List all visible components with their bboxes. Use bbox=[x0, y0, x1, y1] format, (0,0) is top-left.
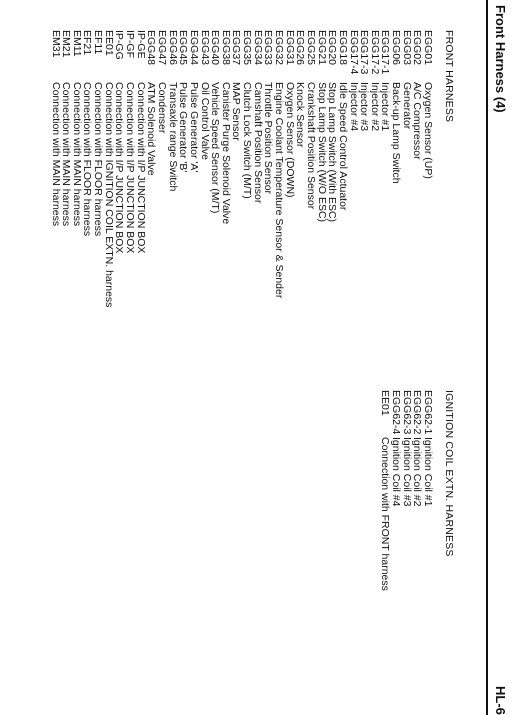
connector-code: EGG45 bbox=[177, 30, 190, 66]
list-item bbox=[422, 30, 433, 307]
list-item bbox=[156, 30, 167, 307]
connector-code: EGG18 bbox=[336, 30, 349, 66]
connector-description: Injector #4 bbox=[347, 82, 360, 132]
connector-code: EGG40 bbox=[209, 30, 222, 66]
connector-code: EGG62-3 bbox=[400, 390, 413, 435]
connector-code: EE01 bbox=[102, 30, 115, 56]
list-item bbox=[327, 30, 338, 307]
list-item bbox=[348, 30, 359, 307]
connector-description: Condenser bbox=[155, 82, 168, 134]
ignition-coil-harness-list bbox=[380, 390, 433, 591]
connector-description: Connection with IGNITION COIL EXTN. harness bbox=[102, 82, 115, 308]
connector-code: EGG33 bbox=[262, 30, 275, 66]
connector-description: Generator bbox=[400, 82, 413, 130]
connector-code: EM11 bbox=[70, 30, 83, 57]
connector-code: IP-GE bbox=[134, 30, 147, 59]
connector-code: EGG35 bbox=[241, 30, 254, 66]
connector-code: EGG46 bbox=[166, 30, 179, 66]
connector-code: EGG31 bbox=[283, 30, 296, 66]
connector-description: Ignition Coil #2 bbox=[411, 437, 424, 507]
connector-description: Ignition Coil #1 bbox=[422, 437, 434, 507]
list-item bbox=[82, 30, 93, 307]
list-item bbox=[390, 390, 401, 591]
connector-description: Engine Coolant Temperature Sensor & Sender bbox=[273, 82, 286, 299]
connector-description: Connection with I/P JUNCTION BOX bbox=[134, 82, 147, 254]
list-item bbox=[412, 390, 423, 591]
connector-code: EGG37 bbox=[230, 30, 243, 66]
connector-description: Back-up Lamp Switch bbox=[390, 82, 403, 184]
connector-code: EM31 bbox=[49, 30, 62, 58]
connector-code: EGG02 bbox=[411, 30, 424, 66]
list-item bbox=[188, 30, 199, 307]
page-number: HL-6 bbox=[493, 686, 508, 715]
list-item bbox=[103, 30, 114, 307]
connector-code: EGG62-2 bbox=[411, 390, 424, 435]
list-item bbox=[273, 30, 284, 307]
list-item bbox=[50, 30, 61, 307]
connector-code: EGG17-1 bbox=[379, 30, 392, 75]
connector-code: EF11 bbox=[92, 30, 105, 55]
connector-description: Pulse Generator 'B' bbox=[177, 82, 190, 173]
front-harness-list bbox=[50, 30, 433, 307]
connector-description: MAP Sensor bbox=[230, 82, 243, 141]
connector-code: EGG62-1 bbox=[422, 390, 434, 435]
connector-code: IP-GF bbox=[124, 30, 137, 58]
list-item bbox=[71, 30, 82, 307]
connector-code: EGG25 bbox=[304, 30, 317, 66]
connector-code: EGG34 bbox=[251, 30, 264, 66]
connector-code: EGG17-3 bbox=[358, 30, 371, 75]
connector-description: Ignition Coil #3 bbox=[400, 437, 413, 507]
connector-description: Throttle Position Sensor bbox=[262, 82, 275, 195]
connector-description: Oxygen Sensor (DOWN) bbox=[283, 82, 296, 198]
list-item bbox=[167, 30, 178, 307]
connector-code: IP-GG bbox=[113, 30, 126, 60]
connector-code: EGG62-4 bbox=[390, 390, 403, 435]
list-item bbox=[359, 30, 370, 307]
connector-code: EGG43 bbox=[198, 30, 211, 66]
connector-description: Connection with MAIN harness bbox=[49, 82, 62, 227]
list-item bbox=[114, 30, 125, 307]
connector-code: EE01 bbox=[379, 390, 392, 416]
connector-description: Injector #2 bbox=[368, 82, 381, 132]
page-title: Front Harness (4) bbox=[493, 5, 508, 113]
list-item bbox=[146, 30, 157, 307]
connector-description: Camshaft Position Sensor bbox=[251, 82, 264, 204]
connector-code: EGG17-2 bbox=[368, 30, 381, 75]
connector-code: EGG06 bbox=[390, 30, 403, 66]
connector-description: Connection with FLOOR harness bbox=[81, 82, 94, 237]
list-item bbox=[93, 30, 104, 307]
connector-code: EGG32 bbox=[273, 30, 286, 66]
list-item bbox=[263, 30, 274, 307]
connector-code: EGG17-4 bbox=[347, 30, 360, 75]
connector-description: Canister Purge Solenoid Valve bbox=[219, 82, 232, 225]
list-item bbox=[252, 30, 263, 307]
connector-description: Connection with MAIN harness bbox=[70, 82, 83, 227]
connector-description: Clutch Lock Switch (M/T) bbox=[241, 82, 254, 199]
connector-description: Connection with I/P JUNCTION BOX bbox=[113, 82, 126, 254]
list-item bbox=[390, 30, 401, 307]
connector-code: EGG20 bbox=[326, 30, 339, 66]
connector-code: EGG21 bbox=[315, 30, 328, 66]
list-item bbox=[401, 390, 412, 591]
connector-description: Oil Control Valve bbox=[198, 82, 211, 161]
connector-description: Injector #1 bbox=[379, 82, 392, 132]
connector-description: Injector #3 bbox=[358, 82, 371, 132]
list-item bbox=[241, 30, 252, 307]
list-item bbox=[135, 30, 146, 307]
list-item bbox=[220, 30, 231, 307]
connector-description: Transaxle range Switch bbox=[166, 82, 179, 192]
list-item bbox=[210, 30, 221, 307]
connector-description: A/C Compressor bbox=[411, 82, 424, 160]
list-item bbox=[401, 30, 412, 307]
list-item bbox=[337, 30, 348, 307]
connector-description: Knock Sensor bbox=[294, 82, 307, 148]
connector-description: Oxygen Sensor (UP) bbox=[422, 82, 434, 179]
list-item bbox=[412, 30, 423, 307]
connector-description: Idle Speed Control Actuator bbox=[336, 82, 349, 211]
list-item bbox=[380, 30, 391, 307]
connector-code: EM21 bbox=[60, 30, 73, 58]
list-item bbox=[422, 390, 433, 591]
connector-description: Connection with FLOOR harness bbox=[92, 82, 105, 237]
connector-description: Crankshaft Position Sensor bbox=[304, 82, 317, 210]
connector-description: Stop Lamp Switch (W/O ESC) bbox=[315, 82, 328, 223]
connector-code: EGG38 bbox=[219, 30, 232, 66]
list-item bbox=[231, 30, 242, 307]
list-item bbox=[178, 30, 189, 307]
connector-description: Connection with MAIN harness bbox=[60, 82, 73, 227]
connector-code: EF21 bbox=[81, 30, 94, 56]
list-item bbox=[295, 30, 306, 307]
header-divider bbox=[486, 0, 488, 715]
connector-code: EGG03 bbox=[400, 30, 413, 66]
connector-description: Connection with I/P JUNCTION BOX bbox=[124, 82, 137, 254]
connector-description: Vehicle Speed Sensor (M/T) bbox=[209, 82, 222, 214]
list-item bbox=[380, 390, 391, 591]
list-item bbox=[316, 30, 327, 307]
ignition-coil-harness-heading: IGNITION COIL EXTN. HARNESS bbox=[443, 390, 455, 557]
connector-description: ATM Solenoid Valve bbox=[145, 82, 158, 176]
connector-description: Ignition Coil #4 bbox=[390, 437, 403, 507]
list-item bbox=[305, 30, 316, 307]
connector-description: Connection with FRONT harness bbox=[379, 437, 392, 591]
list-item bbox=[284, 30, 295, 307]
connector-code: EGG47 bbox=[155, 30, 168, 66]
list-item bbox=[369, 30, 380, 307]
connector-description: Stop Lamp Switch (With ESC) bbox=[326, 82, 339, 223]
connector-code: EGG48 bbox=[145, 30, 158, 66]
connector-code: EGG26 bbox=[294, 30, 307, 66]
connector-code: EGG01 bbox=[422, 30, 434, 66]
list-item bbox=[61, 30, 72, 307]
list-item bbox=[124, 30, 135, 307]
front-harness-heading: FRONT HARNESS bbox=[443, 30, 455, 123]
connector-description: Pulse Generator 'A' bbox=[187, 82, 200, 173]
list-item bbox=[199, 30, 210, 307]
connector-code: EGG44 bbox=[187, 30, 200, 66]
